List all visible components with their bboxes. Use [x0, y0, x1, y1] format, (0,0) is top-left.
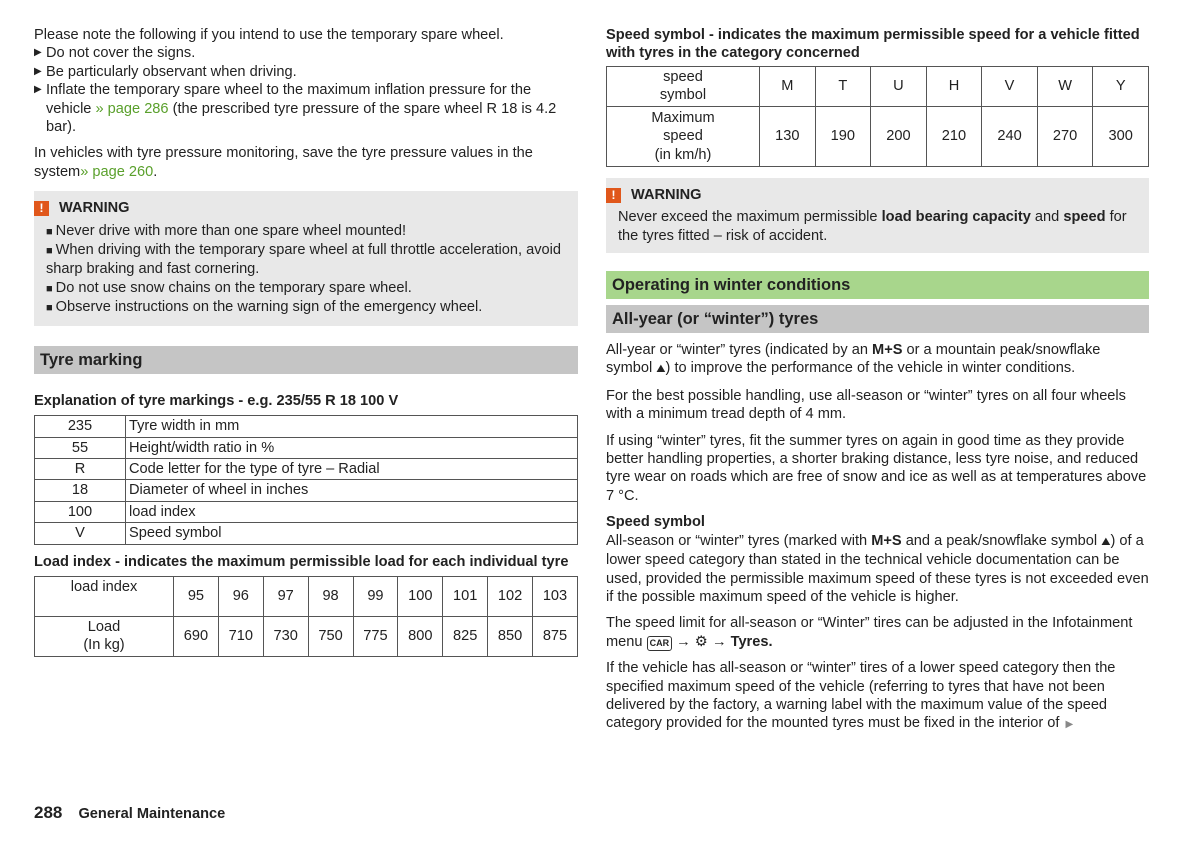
left-column — [34, 26, 578, 657]
warning-item: ■ Observe instructions on the warning sign of the emergency wheel. — [46, 299, 483, 316]
page-footer — [34, 804, 225, 823]
paragraph: All-year or “winter” tyres (indicated by an M+S or a mountain peak/snowflake symbol ⛰) to improve the performance of the vehicle in winter conditions. — [606, 341, 1149, 379]
bullet-item: ▶ Be particularly observant when driving. — [34, 63, 297, 80]
warning-icon: ! — [34, 201, 49, 216]
table-row: load index 95 96 97 98 99 100 101 102 103 — [35, 576, 578, 616]
bullet-item: ▶ Inflate the temporary spare wheel to the maximum inflation pressure for the vehicle » page 286 (the prescribed tyre pressure of the spare wheel R 18 is 4.2 bar). — [34, 82, 557, 136]
paragraph: If the vehicle has all-season or “winter” tires of a lower speed category then the specified maximum speed of the vehicle (referring to tyres that have not been delivered by the factory, a warning label with the maximum value of the speed category provided for the mounted tyres must be fixed in the interior of ▶ — [606, 660, 1116, 732]
snowflake-mountain-icon: ⛰ — [656, 363, 666, 376]
table-row: 55 Height/width ratio in % — [35, 437, 578, 458]
page-link-286[interactable]: » page 286 — [95, 100, 169, 117]
table-row: R Code letter for the type of tyre – Radial — [35, 458, 578, 479]
paragraph: For the best possible handling, use all-season or “winter” tyres on all four wheels with a minimum tread depth of 4 mm. — [606, 387, 1126, 423]
paragraph: If using “winter” tyres, fit the summer tyres on again in good time as they provide better handling properties, a shorter braking distance, less tyre noise, and reduced tyre wear on roads which are free of snow and ice as well as at temperatures above 7 °C. — [606, 432, 1147, 504]
section-title-winter: Operating in winter conditions — [606, 271, 1149, 299]
page-link-260[interactable]: » page 260 — [80, 163, 154, 180]
warning-item: ■ When driving with the temporary spare wheel at full throttle acceleration, avoid sharp braking and fast cornering. — [46, 242, 562, 278]
speed-symbol-subheading: Speed symbol — [606, 514, 705, 531]
section-title-tyre-marking: Tyre marking — [34, 346, 578, 374]
arrow-bullet-icon: ▶ — [34, 47, 42, 59]
table-row: speed symbol M T U H V W Y — [607, 66, 1149, 106]
arrow-bullet-icon: ▶ — [34, 65, 42, 77]
speed-warning-box — [606, 178, 1149, 253]
spare-wheel-warning-box — [34, 191, 578, 325]
tpm-paragraph: In vehicles with tyre pressure monitoring, save the tyre pressure values in the system» page 260. — [34, 145, 533, 180]
table-row: Maximum speed (in km/h) 130 190 200 210 240 270 300 — [607, 106, 1149, 166]
load-index-heading: Load index - indicates the maximum permissible load for each individual tyre — [34, 553, 569, 570]
car-button-icon: CAR — [647, 636, 673, 651]
table-row: V Speed symbol — [35, 523, 578, 544]
warning-header: ! WARNING — [46, 199, 566, 217]
warning-item: ■ Never drive with more than one spare wheel mounted! — [46, 222, 407, 239]
table-row: 18 Diameter of wheel in inches — [35, 480, 578, 501]
warning-item: ■ Do not use snow chains on the temporary spare wheel. — [46, 279, 412, 296]
arrow-bullet-icon: ▶ — [34, 84, 42, 96]
tyre-marking-heading: Explanation of tyre markings - e.g. 235/55 R 18 100 V — [34, 392, 399, 409]
table-row: 100 load index — [35, 501, 578, 522]
warning-text: Never exceed the maximum permissible load bearing capacity and speed for the tyres fitted – risk of accident. — [618, 209, 1127, 244]
page-number: 288 — [34, 803, 63, 822]
paragraph: The speed limit for all-season or “Winter” tires can be adjusted in the Infotainment menu CAR → ⚙ → Tyres. — [606, 615, 1133, 650]
snowflake-mountain-icon: ⛰ — [1101, 535, 1111, 548]
speed-symbol-heading: Speed symbol - indicates the maximum permissible speed for a vehicle fitted with tyres in the category concerned — [606, 27, 1140, 62]
table-row: 235 Tyre width in mm — [35, 416, 578, 437]
warning-icon: ! — [606, 188, 621, 203]
table-row: Load (In kg) 690 710 730 750 775 800 825 850 875 — [35, 616, 578, 656]
right-column — [606, 26, 1149, 743]
speed-symbol-table — [606, 66, 1149, 167]
footer-section-label: General Maintenance — [78, 806, 226, 822]
bullet-item: ▶ Do not cover the signs. — [34, 45, 196, 62]
tyre-marking-table — [34, 415, 578, 544]
load-index-table — [34, 576, 578, 657]
subsection-title-all-year-tyres: All-year (or “winter”) tyres — [606, 305, 1149, 333]
warning-header: ! WARNING — [618, 186, 1137, 204]
paragraph: All-season or “winter” tyres (marked with M+S and a peak/snowflake symbol ⛰) of a lower speed category than stated in the technical vehicle documentation can be used, provided the permissible maximum speed of these tyres is not exceeded even if the possible maximum speed of the vehicle is higher. — [606, 532, 1149, 605]
spare-wheel-intro: Please note the following if you intend to use the temporary spare wheel. — [34, 27, 504, 43]
continue-arrow-icon: ▶ — [1065, 719, 1074, 731]
gear-icon: ⚙ — [694, 633, 708, 650]
